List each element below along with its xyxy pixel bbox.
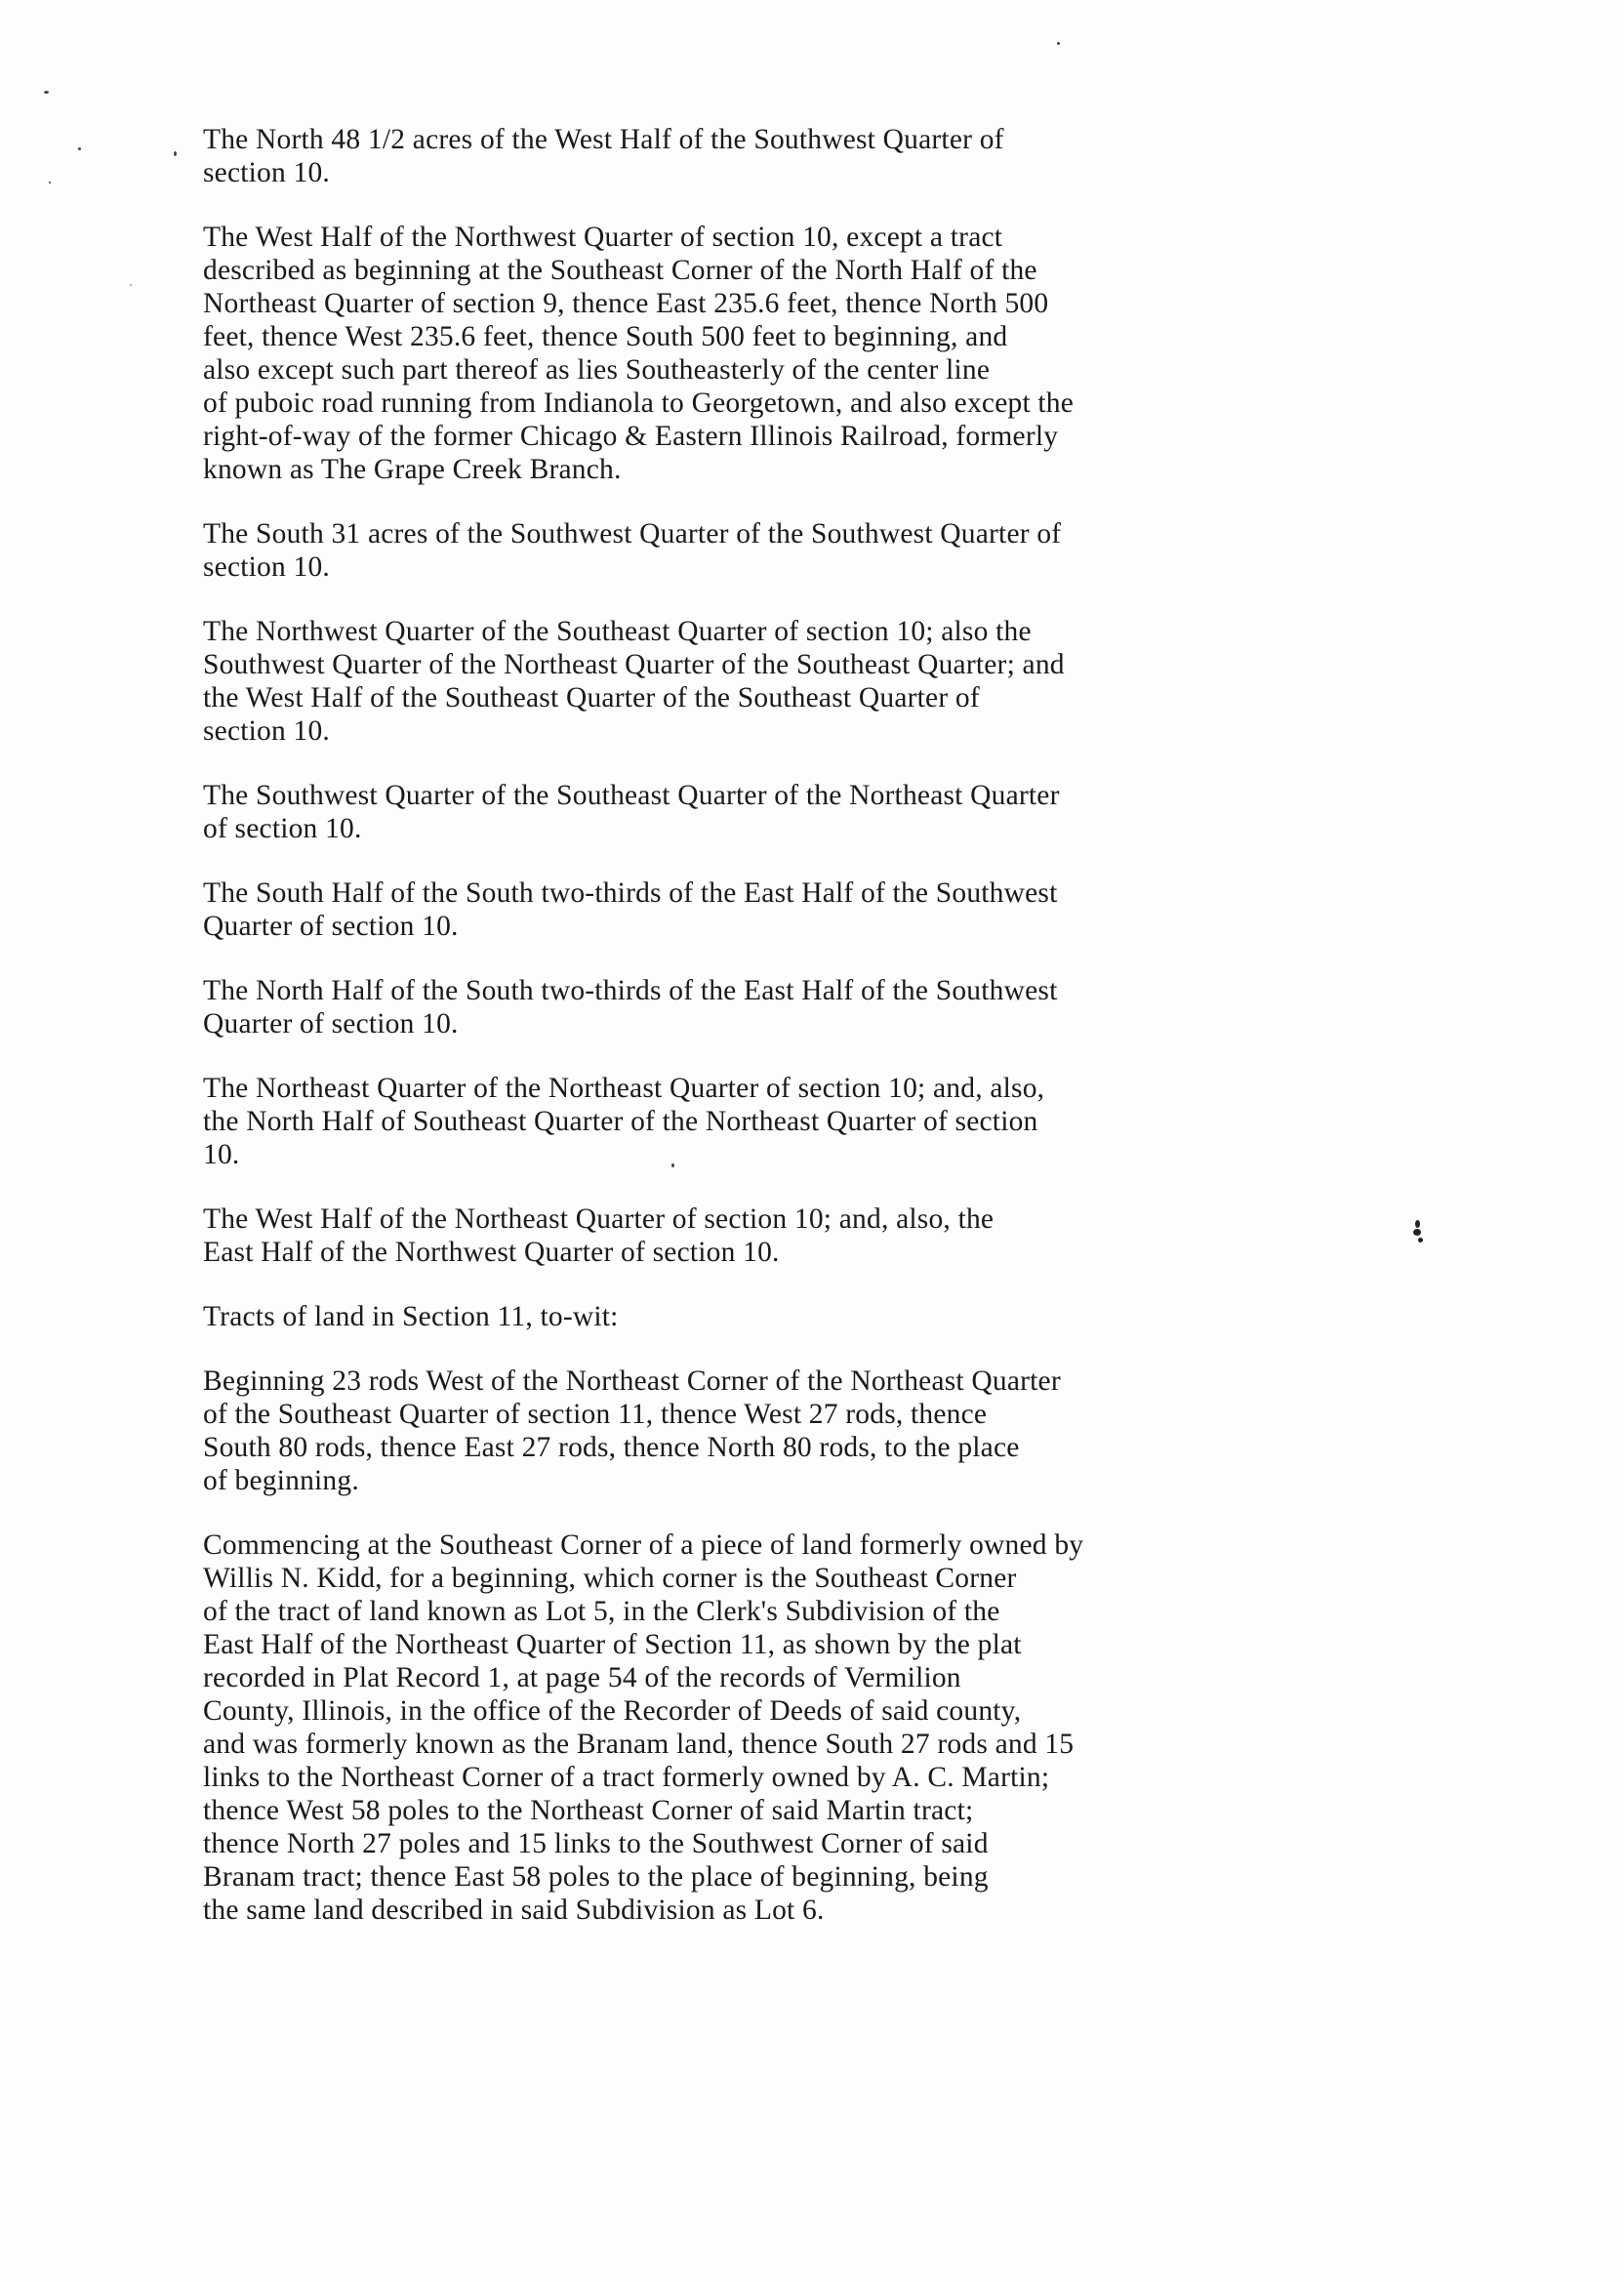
description-paragraph [203,1202,1433,1269]
scan-speck [1057,42,1060,45]
text-line: Commencing at the Southeast Corner of a piece of land formerly owned by [203,1529,1084,1561]
text-line: the same land described in said Subdivision as Lot 6. [203,1895,825,1926]
text-line: The North 48 1/2 acres of the West Half of the Southwest Quarter of [203,124,1004,155]
scan-speck [44,91,49,94]
text-line: of section 10. [203,813,362,844]
text-line: Quarter of section 10. [203,1008,459,1039]
text-line: County, Illinois, in the office of the Recorder of Deeds of said county, [203,1695,1022,1727]
text-line: The South Half of the South two-thirds of the East Half of the Southwest [203,877,1058,909]
text-line: section 10. [203,157,331,188]
text-line: described as beginning at the Southeast Corner of the North Half of the [203,255,1037,286]
text-line: thence North 27 poles and 15 links to the Southwest Corner of said [203,1828,989,1859]
description-paragraph [203,1072,1433,1171]
description-paragraph [203,1528,1433,1927]
scan-speck [130,284,132,286]
text-line: 10. [203,1139,240,1170]
text-line: The West Half of the Northwest Quarter of section 10, except a tract [203,222,1003,253]
text-line: South 80 rods, thence East 27 rods, thence North 80 rods, to the place [203,1432,1020,1463]
text-line: and was formerly known as the Branam land, thence South 27 rods and 15 [203,1729,1075,1760]
text-line: section 10. [203,551,331,583]
text-line: the North Half of Southeast Quarter of the Northeast Quarter of section [203,1106,1038,1137]
description-paragraph [203,779,1433,845]
text-line: The North Half of the South two-thirds of the East Half of the Southwest [203,975,1058,1006]
text-line: Northeast Quarter of section 9, thence East 235.6 feet, thence North 500 [203,288,1049,319]
text-line: Quarter of section 10. [203,911,459,942]
scan-speck [49,182,51,183]
text-line: right-of-way of the former Chicago & Eastern Illinois Railroad, formerly [203,421,1059,452]
text-line: East Half of the Northeast Quarter of Section 11, as shown by the plat [203,1629,1022,1660]
text-line: of beginning. [203,1465,359,1496]
text-line: The Northwest Quarter of the Southeast Quarter of section 10; also the [203,616,1032,647]
text-line: of the tract of land known as Lot 5, in the Clerk's Subdivision of the [203,1596,1000,1627]
text-line: of puboic road running from Indianola to Georgetown, and also except the [203,387,1075,419]
text-line: Southwest Quarter of the Northeast Quarter of the Southeast Quarter; and [203,649,1065,680]
text-line: feet, thence West 235.6 feet, thence South 500 feet to beginning, and [203,321,1008,352]
text-line: known as The Grape Creek Branch. [203,454,622,485]
scan-speck [78,147,81,150]
text-line: East Half of the Northwest Quarter of section 10. [203,1237,780,1268]
text-line: The Northeast Quarter of the Northeast Quarter of section 10; and, also, [203,1073,1045,1104]
text-line: Beginning 23 rods West of the Northeast Corner of the Northeast Quarter [203,1365,1061,1397]
scan-speck [174,151,177,156]
text-line: section 10. [203,715,331,747]
text-line: also except such part thereof as lies Southeasterly of the center line [203,354,991,386]
text-line: The Southwest Quarter of the Southeast Quarter of the Northeast Quarter [203,780,1060,811]
text-line: Branam tract; thence East 58 poles to the place of beginning, being [203,1861,989,1893]
text-line: The West Half of the Northeast Quarter of section 10; and, also, the [203,1203,995,1235]
text-line: links to the Northeast Corner of a tract formerly owned by A. C. Martin; [203,1762,1050,1793]
description-paragraph [203,221,1433,486]
description-paragraph [203,615,1433,748]
text-line: Tracts of land in Section 11, to-wit: [203,1301,619,1332]
text-line: recorded in Plat Record 1, at page 54 of the records of Vermilion [203,1662,961,1693]
text-line: of the Southeast Quarter of section 11, thence West 27 rods, thence [203,1399,988,1430]
description-paragraph [203,876,1433,943]
text-line: the West Half of the Southeast Quarter of the Southeast Quarter of [203,682,980,713]
description-paragraph [203,123,1433,189]
legal-description-body [203,123,1433,1958]
description-paragraph [203,974,1433,1040]
description-paragraph [203,517,1433,584]
text-line: Willis N. Kidd, for a beginning, which corner is the Southeast Corner [203,1563,1017,1594]
text-line: The South 31 acres of the Southwest Quarter of the Southwest Quarter of [203,518,1062,550]
description-paragraph [203,1365,1433,1497]
text-line: thence West 58 poles to the Northeast Corner of said Martin tract; [203,1795,974,1826]
description-paragraph [203,1300,1433,1333]
